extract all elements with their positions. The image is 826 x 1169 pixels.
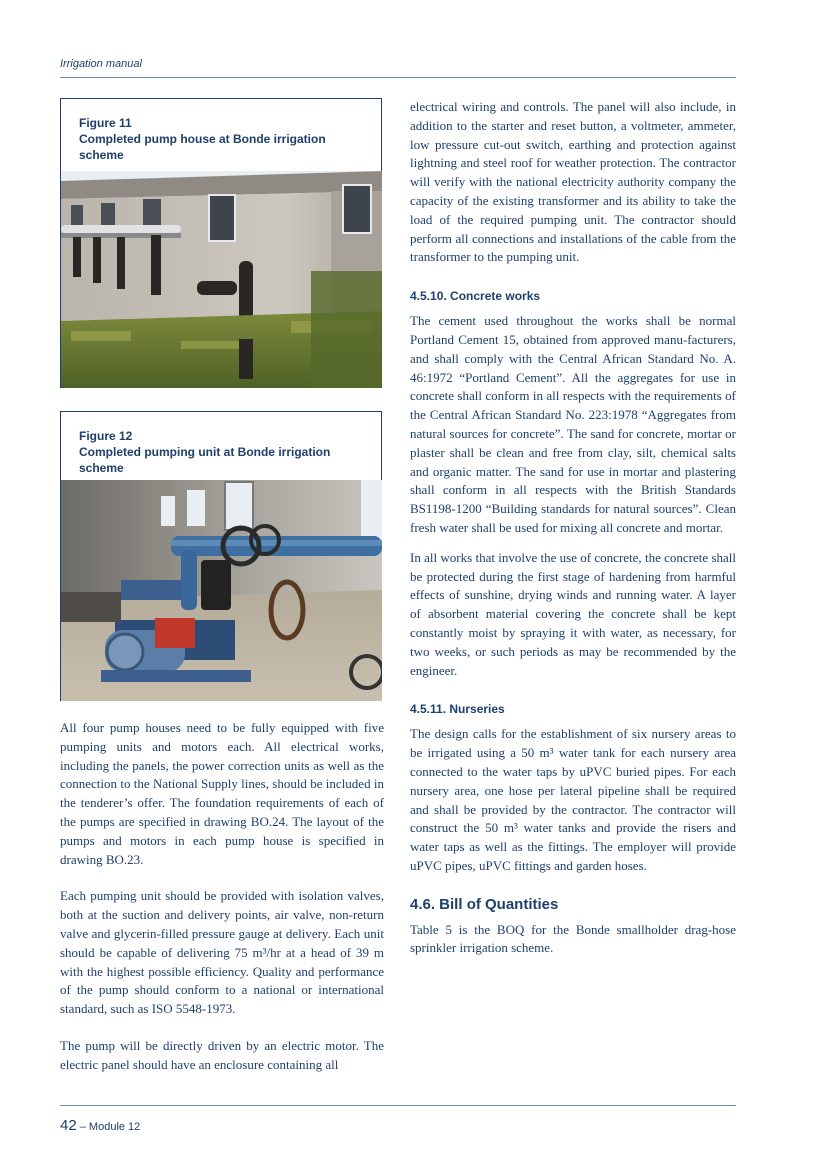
paragraph-electrical-wiring: electrical wiring and controls. The panel will also include, in addition to the starter and reset button, a voltmeter, ammeter, low pressure cut-out switch, earthing and protection against lightning and steel roof for weather protection. The contractor will verify with the national electricity authority company the capacity of the existing transformer and its ability to take the load of the required pumping unit. The contractor should perform all connections and installations of the cable from the transformer to the pumping unit.: [410, 99, 736, 265]
paragraph-pump-houses: All four pump houses need to be fully equipped with five pumping units and motors each. All electrical works, including the panels, the power correction units as well as the connection to the National Supply lines, should be included in the tenderer’s offer. The foundation requirements of each of the pumps are specified in drawing BO.24. The layout of the pumps and motors in each pump house is specified in drawing BO.23.: [60, 720, 384, 867]
figure-12: [60, 411, 382, 701]
heading-nurseries: 4.5.11. Nurseries: [410, 702, 505, 717]
header-divider: [60, 77, 736, 78]
figure-12-title: Completed pumping unit at Bonde irrigation scheme: [79, 445, 331, 475]
figure-11-title: Completed pump house at Bonde irrigation scheme: [79, 132, 326, 162]
heading-bill-of-quantities: 4.6. Bill of Quantities: [410, 895, 559, 913]
left-text-block: [60, 719, 384, 1075]
paragraph-electric-motor: The pump will be directly driven by an electric motor. The electric panel should have an enclosure containing all: [60, 1037, 384, 1072]
page-number: 42: [60, 1117, 77, 1134]
pump-house-photo: [61, 171, 382, 388]
heading-concrete-works: 4.5.10. Concrete works: [410, 289, 541, 304]
figure-12-label: Figure 12: [79, 429, 133, 443]
pumping-unit-photo-illustration: [61, 480, 382, 701]
figure-11-label: Figure 11: [79, 116, 132, 130]
figure-12-caption: [61, 412, 381, 480]
paragraph-nurseries: The design calls for the establishment of six nursery areas to be irrigated using a 50 m³ water tank for each nursery area connected to the water taps by uPVC buried pipes. For each nursery area, one hose per lateral pipeline shall be required and shall be provided by the contractor. The contractor will construct the 50 m³ water tanks and provide the risers and water taps as well as the fittings. The employer will provide uPVC pipes, uPVC fittings and garden hoses.: [410, 726, 736, 873]
paragraph-cement: The cement used throughout the works shall be normal Portland Cement 15, obtained from approved manu-facturers, and shall comply with the Central African Standard No. A. 46:1972 “Portland Cement”. All the aggregates for use in concrete shall conform in all respects with the requirements of the Central African Standard No. 223:1978 “Aggregates from natural sources for concrete”. The sand for concrete, mortar or plaster shall be clean and free from clay, silt, chemical salts and organic matter. The sand for use in mortar and plastering shall conform in all respects with the British Standards BS1198-1200 “Building standards for natural sources”. Clean fresh water shall be used for mixing all concrete and mortar.: [410, 313, 736, 535]
paragraph-boq: Table 5 is the BOQ for the Bonde smallholder drag-hose sprinkler irrigation scheme.: [410, 921, 736, 956]
module-label: Module 12: [88, 1121, 141, 1133]
pumping-unit-photo: [61, 480, 382, 701]
running-header: Irrigation manual: [60, 58, 142, 70]
footer-divider: [60, 1105, 736, 1106]
figure-11-caption: [61, 99, 381, 167]
pump-house-photo-illustration: [61, 171, 382, 388]
footer-separator: –: [76, 1121, 89, 1133]
right-column: [410, 98, 736, 958]
page-footer: [60, 1117, 140, 1135]
paragraph-concrete-protection: In all works that involve the use of concrete, the concrete shall be protected during the first stage of hardening from harmful effects of sunshine, drying winds and running water. A layer of absorbent material covering the concrete shall be kept constantly moist by spraying it with water, as necessary, for two weeks, or such periods as may be recommended by the engineer.: [410, 549, 736, 678]
paragraph-pumping-unit: Each pumping unit should be provided with isolation valves, both at the suction and delivery points, air valve, non-return valve and glycerin-filled pressure gauge at delivery. Each unit should be capable of delivering 75 m³/hr at a head of 39 m with the highest possible efficiency. Quality and performance of the pump should conform to a national or international standard, such as ISO 5548-1973.: [60, 888, 384, 1017]
figure-11: [60, 98, 382, 388]
